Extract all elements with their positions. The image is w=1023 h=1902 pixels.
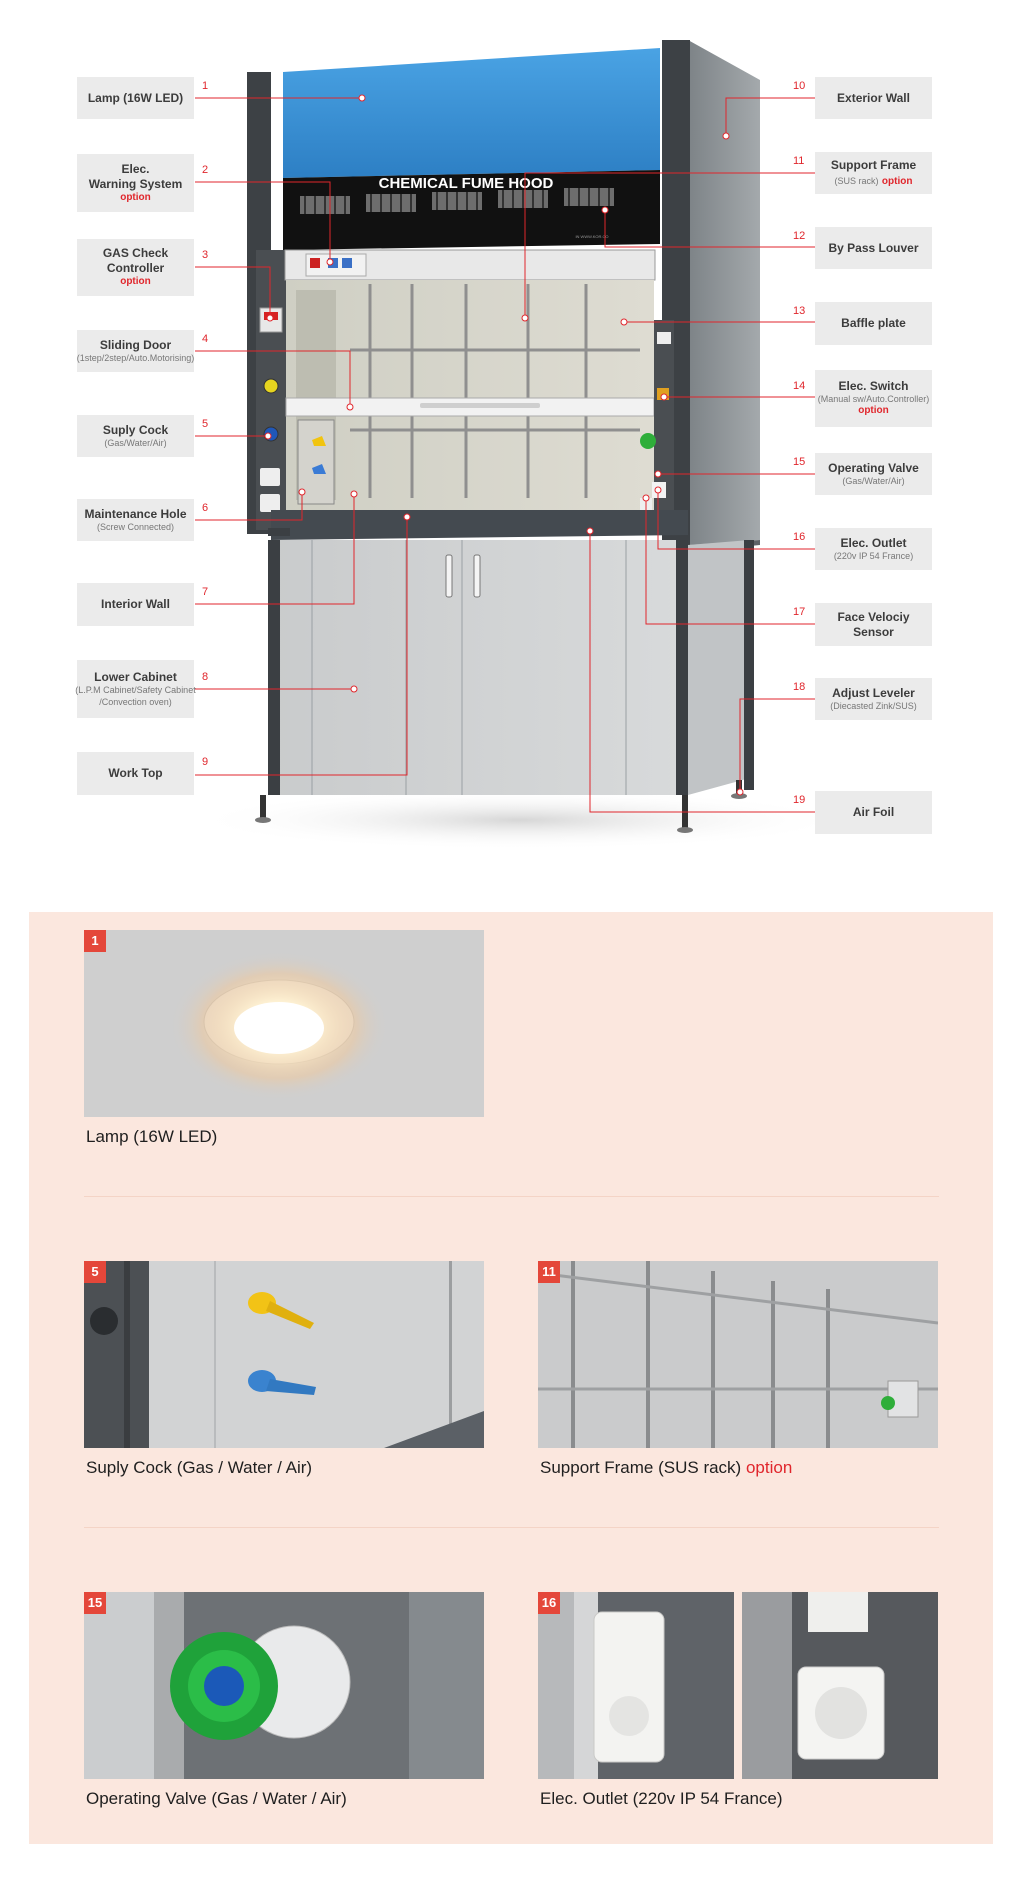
callout-number: 15: [793, 456, 806, 468]
callout-label: By Pass Louver: [828, 240, 919, 255]
callout-sub: (Diecasted Zink/SUS): [830, 700, 917, 711]
callout-label: Sensor: [853, 624, 894, 639]
feature-caption-option: option: [745, 1458, 793, 1477]
operating-valve-image: [84, 1592, 484, 1779]
header-brand: IN WWW.KOR.CO: [575, 234, 609, 239]
supply-cock-image: [84, 1261, 484, 1448]
callout-face-velocity-sensor: [815, 603, 932, 646]
lamp-photo: [84, 930, 484, 1117]
fume-hood-diagram: [0, 0, 1023, 900]
feature-badge: 15: [84, 1592, 106, 1614]
callout-label: GAS Check: [102, 246, 169, 261]
callout-number: 5: [202, 418, 209, 430]
callout-interior-wall: [77, 583, 194, 626]
callout-number: 9: [202, 756, 209, 768]
callout-sub: (220v IP 54 France): [833, 550, 914, 561]
callout-label: Exterior Wall: [837, 90, 910, 105]
support-frame-image: [538, 1261, 938, 1448]
callout-number: 19: [793, 794, 806, 806]
callout-sub: (SUS rack): [834, 175, 879, 186]
divider: [84, 1527, 939, 1528]
callout-label: Controller: [106, 261, 165, 276]
callout-gas-check-controller: [77, 239, 194, 296]
elec-outlet-photo: [538, 1592, 938, 1779]
callout-support-frame: [815, 152, 932, 194]
callout-label: Face Velociy: [837, 609, 910, 624]
feature-details-panel: [29, 912, 993, 1844]
callout-number: 1: [202, 80, 209, 92]
callout-exterior-wall: [815, 77, 932, 119]
callout-label: Air Foil: [852, 805, 895, 819]
callout-adjust-leveler: [815, 678, 932, 720]
callout-label: Baffle plate: [841, 316, 906, 330]
callout-elec-switch: [815, 370, 932, 427]
callout-number: 16: [793, 531, 806, 543]
callout-number: 10: [793, 80, 806, 92]
callout-work-top: [77, 752, 194, 795]
callout-number: 11: [793, 155, 805, 167]
callout-number: 12: [793, 230, 806, 242]
support-frame-photo: [538, 1261, 938, 1448]
callout-number: 18: [793, 681, 806, 693]
callout-maintenance-hole: [77, 499, 194, 541]
feature-caption: Elec. Outlet (220v IP 54 France): [540, 1789, 783, 1808]
supply-cock-photo: [84, 1261, 484, 1448]
callout-number: 14: [793, 380, 806, 392]
callout-bypass-louver: [815, 227, 932, 269]
feature-caption: Suply Cock (Gas / Water / Air): [86, 1458, 313, 1477]
callout-number: 7: [202, 586, 209, 598]
callout-label: Lamp (16W LED): [87, 90, 184, 105]
feature-caption: Operating Valve (Gas / Water / Air): [86, 1789, 347, 1808]
feature-badge: 1: [84, 930, 106, 952]
callout-label: Elec.: [121, 161, 150, 176]
callout-label: Elec. Outlet: [840, 535, 907, 550]
elec-outlet-image: [538, 1592, 938, 1779]
lamp-image: [84, 930, 484, 1117]
feature-badge: 16: [538, 1592, 560, 1614]
callout-label: Elec. Switch: [838, 379, 909, 394]
callout-sub: /Convection oven): [99, 696, 172, 707]
callout-lamp: [77, 77, 194, 119]
callout-supply-cock: [77, 415, 194, 457]
feature-caption: [540, 1458, 792, 1478]
operating-valve-photo: [84, 1592, 484, 1779]
callout-number: 2: [202, 164, 209, 176]
callout-sub: (Gas/Water/Air): [104, 437, 167, 448]
callout-label: Operating Valve: [828, 460, 919, 475]
callout-number: 3: [202, 249, 209, 261]
callout-warning-system: [77, 154, 194, 212]
callout-label: Warning System: [88, 176, 183, 191]
callout-label: Interior Wall: [101, 597, 170, 611]
callout-number: 17: [793, 606, 806, 618]
callout-sub: (Screw Connected): [96, 521, 175, 532]
callout-label: Work Top: [108, 766, 163, 780]
callout-operating-valve: [815, 453, 932, 495]
callout-label: Sliding Door: [99, 337, 172, 352]
feature-caption: Lamp (16W LED): [86, 1127, 218, 1146]
callout-number: 6: [202, 502, 209, 514]
callout-lower-cabinet: [77, 660, 194, 718]
feature-badge: 5: [84, 1261, 106, 1283]
callout-option: option: [881, 175, 913, 187]
callout-sub: (Manual sw/Auto.Controller): [817, 394, 930, 405]
callout-label: Suply Cock: [102, 422, 169, 437]
callout-option: option: [120, 276, 151, 288]
callout-option: option: [858, 405, 889, 417]
callout-label: Maintenance Hole: [84, 506, 187, 521]
callout-elec-outlet: [815, 528, 932, 570]
header-title: CHEMICAL FUME HOOD: [378, 175, 554, 192]
callout-sub: (1step/2step/Auto.Motorising): [76, 352, 195, 363]
callout-label: Support Frame: [830, 157, 917, 172]
callout-option: option: [120, 191, 151, 203]
callout-number: 13: [793, 305, 806, 317]
callout-air-foil: [815, 791, 932, 834]
callout-number: 8: [202, 671, 209, 683]
callout-baffle-plate: [815, 302, 932, 345]
callout-label: Lower Cabinet: [94, 670, 177, 685]
callout-sub: (Gas/Water/Air): [842, 475, 905, 486]
callout-sliding-door: [77, 330, 194, 372]
callout-number: 4: [202, 333, 209, 345]
feature-badge: 11: [538, 1261, 560, 1283]
divider: [84, 1196, 939, 1197]
callout-sub: (L.P.M Cabinet/Safety Cabinet: [75, 685, 196, 696]
callout-label: Adjust Leveler: [832, 685, 915, 700]
feature-caption-text: Support Frame (SUS rack): [540, 1458, 742, 1477]
